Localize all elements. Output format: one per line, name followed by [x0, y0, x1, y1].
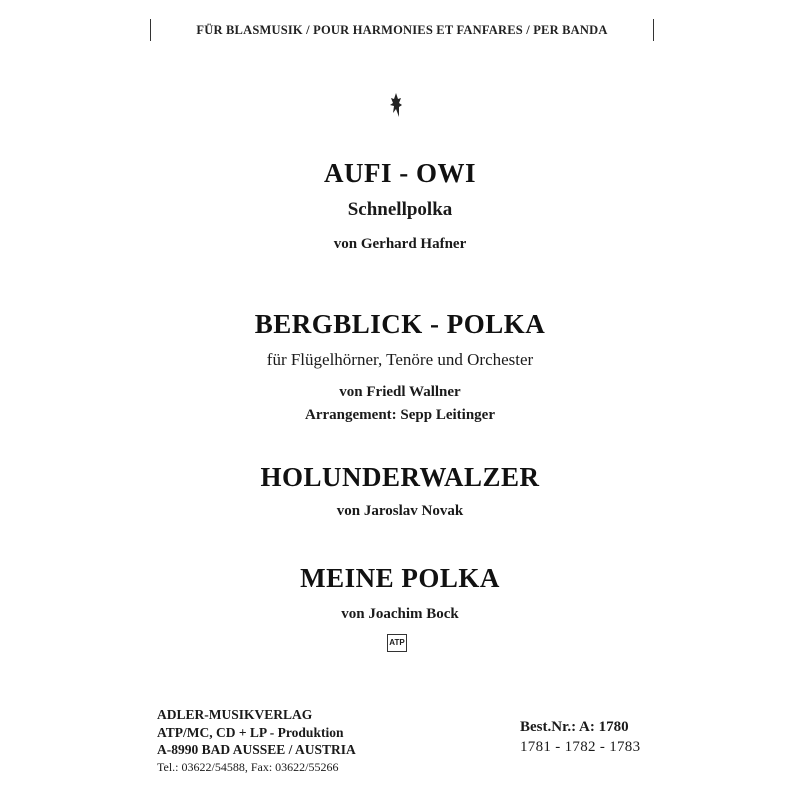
publisher-phone: Tel.: 03622/54588, Fax: 03622/55266: [157, 759, 339, 774]
piece-3-title: HOLUNDERWALZER: [260, 462, 540, 492]
order-other-numbers: 1781 - 1782 - 1783: [520, 739, 641, 755]
piece-4-title: MEINE POLKA: [300, 563, 500, 593]
order-best-nr: Best.Nr.: A: 1780: [520, 719, 629, 735]
piece-1-title: AUFI - OWI: [324, 158, 476, 188]
atp-logo-text: ATP: [389, 638, 405, 647]
piece-2-arrangement: Arrangement: Sepp Leitinger: [305, 407, 495, 423]
publisher-block: [157, 706, 356, 776]
piece-3-composer: von Jaroslav Novak: [336, 503, 464, 519]
publisher-address: A-8990 BAD AUSSEE / AUSTRIA: [157, 742, 356, 757]
eagle-logo-icon: [387, 91, 405, 119]
piece-4-composer: von Joachim Bock: [341, 606, 459, 622]
order-block: [520, 717, 640, 757]
publisher-production: ATP/MC, CD + LP - Produktion: [157, 724, 344, 740]
piece-2-title: BERGBLICK - POLKA: [254, 309, 546, 339]
header-banner: [150, 19, 654, 41]
header-banner-text: FÜR BLASMUSIK / POUR HARMONIES ET FANFARES / PER BANDA: [196, 23, 608, 37]
atp-logo-icon: [387, 634, 407, 652]
piece-2-composer: von Friedl Wallner: [339, 384, 461, 400]
piece-1-composer: von Gerhard Hafner: [333, 236, 467, 252]
piece-2-subtitle: für Flügelhörner, Tenöre und Orchester: [266, 350, 534, 369]
piece-1-subtitle: Schnellpolka: [347, 199, 453, 220]
publisher-name: ADLER-MUSIKVERLAG: [157, 707, 313, 722]
